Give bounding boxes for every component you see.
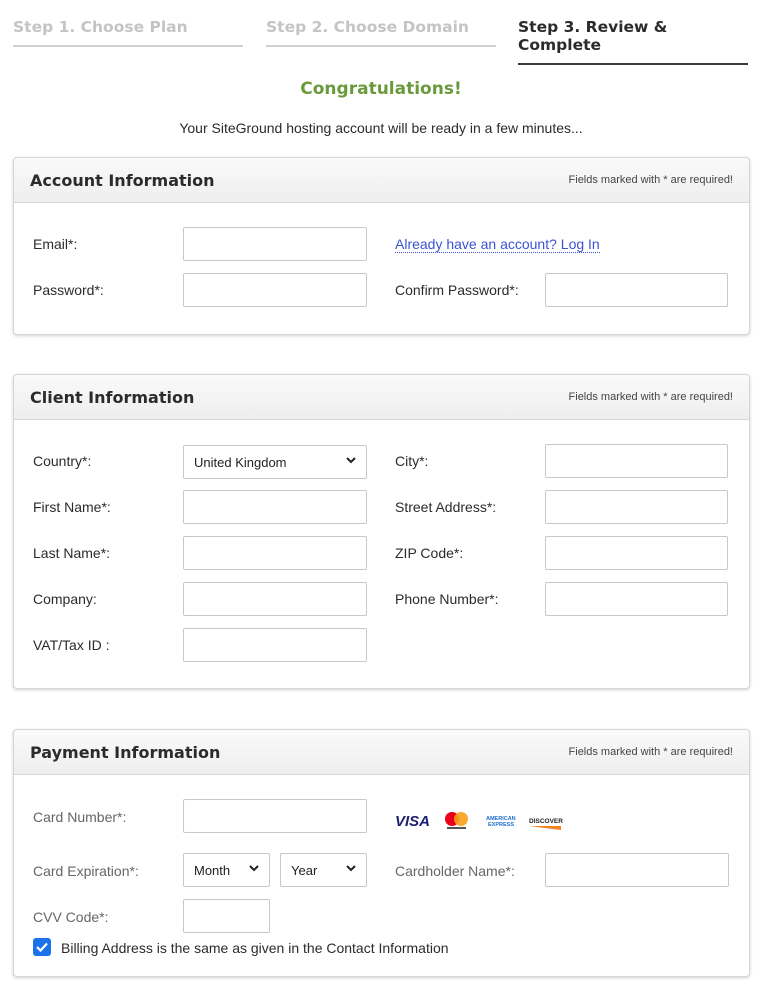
- account-information-panel: [13, 157, 750, 335]
- company-field[interactable]: [183, 582, 367, 616]
- panel-header: [14, 158, 749, 203]
- first-name-field[interactable]: [183, 490, 367, 524]
- country-select-value: United Kingdom: [194, 455, 287, 470]
- month-select-value: Month: [194, 863, 231, 878]
- panel-header: [14, 730, 749, 775]
- email-label: Email*:: [33, 236, 78, 252]
- zip-code-field[interactable]: [545, 536, 728, 570]
- card-number-label: Card Number*:: [33, 809, 127, 825]
- billing-same-checkbox[interactable]: [33, 938, 51, 956]
- panel-title: Payment Information: [30, 743, 221, 762]
- password-field[interactable]: [183, 273, 367, 307]
- city-field[interactable]: [545, 444, 728, 478]
- ready-message: Your SiteGround hosting account will be ready in a few minutes...: [179, 120, 583, 136]
- discover-logo-icon: [529, 818, 563, 830]
- step-choose-plan[interactable]: Step 1. Choose Plan: [13, 18, 243, 47]
- amex-logo-icon: [486, 816, 516, 828]
- required-note: Fields marked with * are required!: [568, 174, 733, 186]
- country-select[interactable]: [183, 445, 367, 479]
- client-information-panel: [13, 374, 750, 689]
- expiration-year-select[interactable]: [280, 853, 367, 887]
- zip-code-label: ZIP Code*:: [395, 545, 464, 561]
- phone-number-label: Phone Number*:: [395, 591, 499, 607]
- required-note: Fields marked with * are required!: [568, 391, 733, 403]
- country-label: Country*:: [33, 453, 92, 469]
- cvv-code-label: CVV Code*:: [33, 909, 109, 925]
- email-field[interactable]: [183, 227, 367, 261]
- chevron-down-icon: [344, 861, 358, 875]
- billing-same-label[interactable]: Billing Address is the same as given in the Contact Information: [61, 940, 449, 956]
- city-label: City*:: [395, 453, 429, 469]
- street-address-field[interactable]: [545, 490, 728, 524]
- panel-title: Account Information: [30, 171, 215, 190]
- cvv-code-field[interactable]: [183, 899, 270, 933]
- discover-logo-text: DISCOVER: [529, 818, 563, 825]
- checkmark-icon: [35, 940, 49, 954]
- confirm-password-label: Confirm Password*:: [395, 282, 519, 298]
- card-number-field[interactable]: [183, 799, 367, 833]
- cardholder-name-label: Cardholder Name*:: [395, 863, 515, 879]
- accepted-cards: [395, 810, 565, 832]
- panel-header: [14, 375, 749, 420]
- visa-logo-text: VISA: [395, 813, 431, 830]
- panel-title: Client Information: [30, 388, 195, 407]
- mastercard-logo-icon: [445, 812, 468, 829]
- street-address-label: Street Address*:: [395, 499, 497, 515]
- cardholder-name-field[interactable]: [545, 853, 729, 887]
- login-link[interactable]: Already have an account? Log In: [395, 236, 600, 252]
- year-select-value: Year: [291, 863, 318, 878]
- phone-number-field[interactable]: [545, 582, 728, 616]
- step-choose-domain[interactable]: Step 2. Choose Domain: [266, 18, 496, 47]
- congrats-heading: Congratulations!: [300, 79, 462, 99]
- company-label: Company:: [33, 591, 97, 607]
- confirm-password-field[interactable]: [545, 273, 728, 307]
- chevron-down-icon: [247, 861, 261, 875]
- expiration-month-select[interactable]: [183, 853, 270, 887]
- checkout-steps: [0, 0, 762, 54]
- card-expiration-label: Card Expiration*:: [33, 863, 139, 879]
- password-label: Password*:: [33, 282, 104, 298]
- visa-logo-icon: [395, 813, 430, 830]
- first-name-label: First Name*:: [33, 499, 111, 515]
- last-name-label: Last Name*:: [33, 545, 111, 561]
- vat-tax-id-field[interactable]: [183, 628, 367, 662]
- amex-logo-line1: AMERICAN: [486, 816, 516, 822]
- last-name-field[interactable]: [183, 536, 367, 570]
- required-note: Fields marked with * are required!: [568, 746, 733, 758]
- chevron-down-icon: [344, 453, 358, 467]
- vat-tax-id-label: VAT/Tax ID :: [33, 637, 110, 653]
- step-review-complete: Step 3. Review & Complete: [518, 18, 748, 65]
- amex-logo-line2: EXPRESS: [488, 822, 514, 828]
